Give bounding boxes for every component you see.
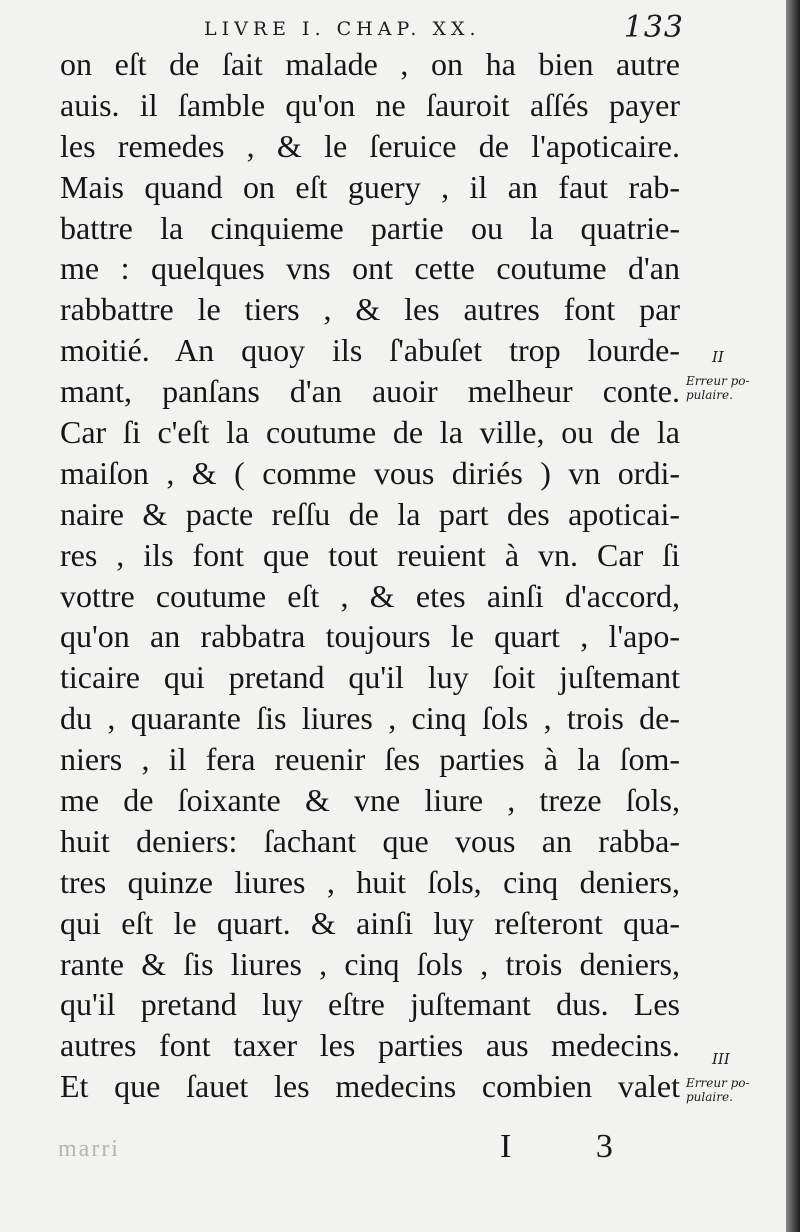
- text-line: on eſt de ſait malade , on ha bien autre: [60, 46, 680, 82]
- margin-note-label: Erreur po-: [686, 1076, 750, 1090]
- text-line: Et que ſauet les medecins combien valet: [60, 1068, 680, 1105]
- text-line: qu'il pretand luy eſtre juſtemant dus. Les: [60, 986, 680, 1023]
- margin-note-label: pulaire.: [686, 1090, 733, 1104]
- text-line: ticaire qui pretand qu'il luy ſoit juſtemant: [60, 659, 680, 696]
- text-line: battre la cinquieme partie ou la quatrie-: [60, 209, 680, 246]
- margin-note: [686, 350, 784, 402]
- text-line: qu'on an rabbatra toujours le quart , l'apo-: [60, 618, 680, 655]
- margin-note-label: pulaire.: [686, 388, 733, 402]
- signature-mark: I 3: [500, 1128, 651, 1165]
- text-line: Mais quand on eſt guery , il an faut rab-: [60, 168, 680, 205]
- text-line: res , ils font que tout reuient à vn. Car ſi: [60, 536, 680, 573]
- text-line: naire & pacte reſſu de la part des apoticai-: [60, 495, 680, 532]
- text-line: maiſon , & ( comme vous diriés ) vn ordi-: [60, 454, 680, 491]
- text-line: moitié. An quoy ils ſ'abuſet trop lourde-: [60, 332, 680, 369]
- text-line: les remedes , & le ſeruice de l'apoticaire.: [60, 127, 680, 164]
- bleed-through-text: marri: [58, 1136, 120, 1162]
- text-line: Car ſi c'eſt la coutume de la ville, ou de la: [60, 414, 680, 451]
- text-line: me : quelques vns ont cette coutume d'an: [60, 250, 680, 287]
- text-line: mant, panſans d'an auoir melheur conte.: [60, 373, 680, 410]
- text-line: du , quarante ſis liures , cinq ſols , trois de-: [60, 700, 680, 737]
- text-line: qui eſt le quart. & ainſi luy reſteront qua-: [60, 904, 680, 941]
- body-text: [60, 44, 680, 1107]
- page-edge-shadow: [786, 0, 800, 1232]
- margin-note-number: III: [712, 1050, 730, 1068]
- text-line: autres font taxer les parties aus medecins.: [60, 1027, 680, 1064]
- text-line: niers , il fera reuenir ſes parties à la ſom-: [60, 741, 680, 778]
- page-header: [204, 4, 684, 44]
- text-line: huit deniers: ſachant que vous an rabba-: [60, 822, 680, 859]
- margin-note: [686, 1052, 784, 1104]
- text-line: auis. il ſamble qu'on ne ſauroit aſſés payer: [60, 86, 680, 123]
- running-head: LIVRE I. CHAP. XX.: [204, 18, 481, 40]
- margin-note-label: Erreur po-: [686, 374, 750, 388]
- text-line: tres quinze liures , huit ſols, cinq deniers,: [60, 863, 680, 900]
- text-line: vottre coutume eſt , & etes ainſi d'accord,: [60, 577, 680, 614]
- page-number: 133: [623, 10, 684, 45]
- text-line: rabbattre le tiers , & les autres font par: [60, 291, 680, 328]
- margin-note-number: II: [712, 348, 724, 366]
- text-line: me de ſoixante & vne liure , treze ſols,: [60, 782, 680, 819]
- text-line: rante & ſis liures , cinq ſols , trois deniers,: [60, 945, 680, 982]
